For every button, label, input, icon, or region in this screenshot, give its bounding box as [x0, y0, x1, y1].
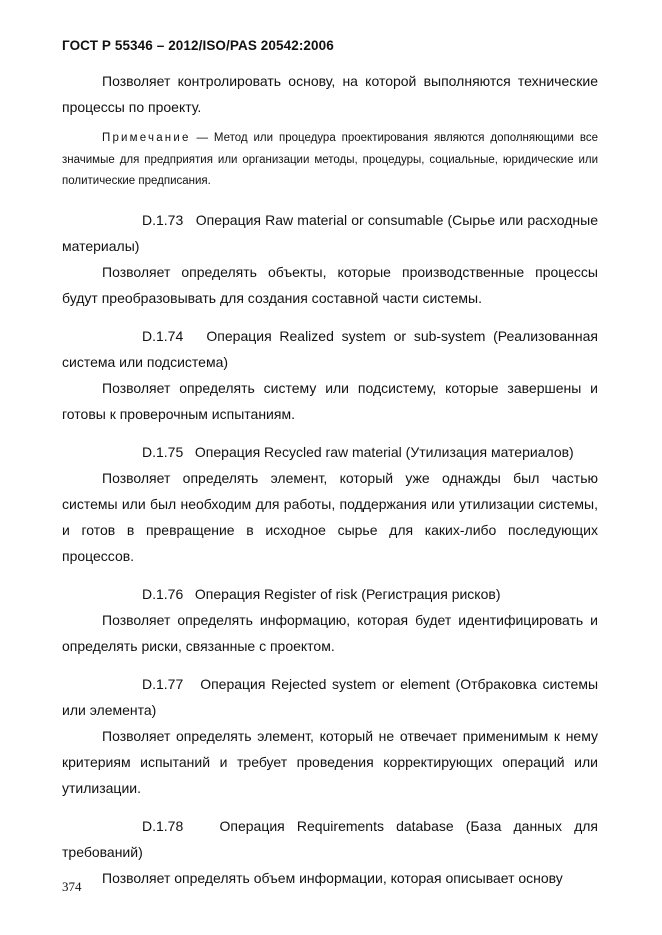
- section-heading: [62, 323, 598, 375]
- section-code: D.1.73: [142, 211, 184, 228]
- intro-paragraph: Позволяет контролировать основу, на которой выполняются технические процессы по проекту.: [62, 73, 598, 115]
- section-heading: [62, 813, 598, 865]
- section-d-1-75: [62, 439, 598, 569]
- section-code: D.1.78: [142, 817, 184, 834]
- section-d-1-74: [62, 323, 598, 427]
- section-description: Позволяет определять систему или подсистему, которые завершены и готовы к проверочным испытаниям.: [62, 379, 598, 422]
- section-title: Операция Recycled raw material (Утилизация материалов): [194, 443, 574, 460]
- section-d-1-73: [62, 207, 598, 311]
- section-description: Позволяет определять объем информации, которая описывает основу: [102, 869, 563, 886]
- section-title: Операция Raw material or consumable (Сырье или расходные материалы): [62, 211, 598, 254]
- section-heading: [62, 581, 598, 607]
- section-description: Позволяет определять элемент, который не отвечает применимым к нему критериям испытаний и требует проведения корректирующих операций или утилизации.: [62, 727, 598, 796]
- section-title: Операция Requirements database (База данных для требований): [62, 817, 598, 860]
- page-number: 374: [62, 879, 82, 894]
- section-code: D.1.77: [142, 675, 184, 692]
- page-content: [62, 68, 598, 891]
- section-d-1-76: [62, 581, 598, 659]
- note-label: Примечание: [102, 132, 191, 144]
- section-heading: [62, 207, 598, 259]
- section-description: Позволяет определять информацию, которая будет идентифицировать и определять риски, связанные с проектом.: [62, 611, 598, 654]
- section-description: Позволяет определять элемент, который уже однажды был частью системы или был необходим для работы, поддержания или утилизации системы, и готов в превращение в исходное сырье для каких-либо последующих процессов.: [62, 469, 598, 564]
- section-title: Операция Realized system or sub-system (Реализованная система или подсистема): [62, 327, 599, 370]
- section-d-1-77: [62, 671, 598, 801]
- section-description: Позволяет определять объекты, которые производственные процессы будут преобразовывать для создания составной части системы.: [62, 263, 598, 306]
- note-paragraph: [62, 128, 598, 193]
- section-code: D.1.76: [142, 585, 184, 602]
- section-title: Операция Register of risk (Регистрация рисков): [194, 585, 501, 602]
- document-header: ГОСТ Р 55346 – 2012/ISO/PAS 20542:2006: [62, 38, 334, 53]
- section-code: D.1.75: [142, 443, 184, 460]
- note-dash: —: [190, 132, 214, 144]
- section-code: D.1.74: [142, 327, 184, 344]
- section-title: Операция Rejected system or element (Отбраковка системы или элемента): [62, 675, 599, 718]
- note-text: Метод или процедура проектирования являются дополняющими все значимые для предприятия или организации методы, процедуры, социальные, юридические или политические предписания.: [62, 132, 598, 187]
- section-heading: [62, 671, 598, 723]
- section-heading: [62, 439, 598, 465]
- section-d-1-78: [62, 813, 598, 891]
